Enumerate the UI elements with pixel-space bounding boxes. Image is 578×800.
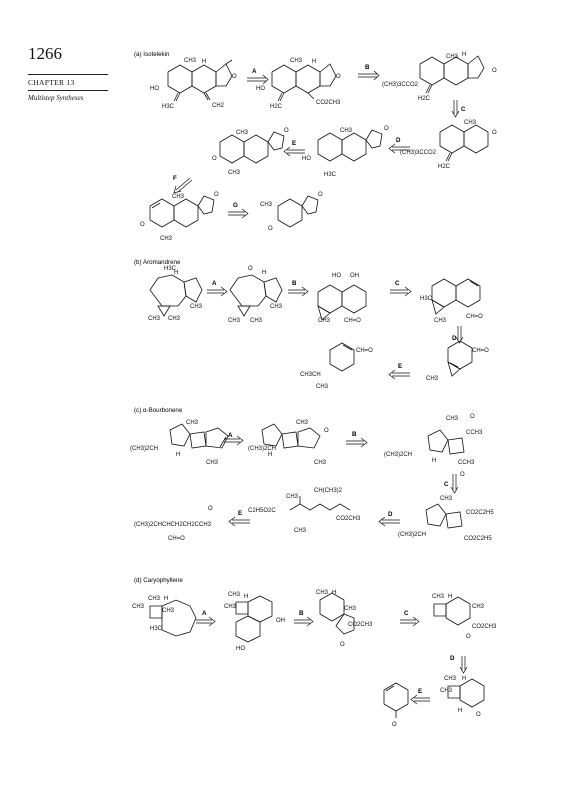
section-heading-b: (b) Aromandrene	[134, 259, 181, 266]
label-keto-chain: (CH3)2CHCHCH2CH2CCH3	[134, 522, 212, 528]
label-ch3: CH3	[260, 202, 273, 208]
label-ch3: CH3	[464, 120, 477, 126]
step-b-D: D	[452, 335, 457, 342]
label-ch3: CH3	[344, 606, 357, 612]
structure-a8	[278, 196, 318, 227]
label-h: H	[458, 708, 463, 714]
structure-c4	[426, 504, 462, 528]
label-ch2: CH2	[212, 103, 225, 109]
label-ho: HO	[302, 156, 311, 162]
label-o: O	[340, 642, 345, 648]
structure-a1	[168, 60, 232, 101]
label-ch3: CH3	[290, 58, 303, 64]
structure-d6	[384, 683, 408, 718]
label-ho: HO	[236, 646, 245, 652]
label-ch3: CH3	[270, 304, 283, 310]
label-h: H	[432, 458, 437, 464]
page-number: 1266	[28, 44, 62, 63]
label-ch3: CH3	[190, 304, 203, 310]
label-ch3: CH3	[434, 318, 447, 324]
label-isopropyl: (CH3)2CH	[248, 446, 277, 452]
label-co2ch3: CO2CH3	[336, 516, 361, 522]
label-ch3: CH3	[444, 676, 457, 682]
atom-labels	[130, 52, 497, 728]
step-b-E: E	[398, 363, 403, 370]
structure-a5	[318, 130, 382, 161]
structure-d2	[236, 596, 272, 642]
label-o: O	[212, 156, 217, 162]
label-ch3: CH3	[132, 604, 145, 610]
step-d-C: C	[404, 610, 409, 617]
section-heading-d: (d) Caryophyllene	[134, 577, 183, 584]
label-ch3: CH3	[162, 608, 175, 614]
structure-c5-chain	[290, 496, 350, 510]
step-b-C: C	[395, 280, 400, 287]
structure-d4	[434, 597, 470, 625]
label-ho: HO	[332, 273, 341, 279]
step-d-A: A	[202, 610, 207, 617]
label-ho: HO	[256, 86, 265, 92]
label-o: O	[318, 192, 323, 198]
label-ch3: CH3	[236, 130, 249, 136]
label-o: O	[324, 428, 329, 434]
step-labels	[173, 64, 466, 695]
label-ch3: CH3	[296, 420, 309, 426]
label-h3c: H3C	[164, 266, 177, 272]
label-o: O	[460, 472, 465, 478]
step-a-G: G	[233, 202, 238, 209]
step-d-E: E	[418, 688, 423, 695]
label-ch3: CH3	[432, 594, 445, 600]
label-h2c: H2C	[438, 164, 451, 170]
structure-d5	[448, 679, 484, 707]
structure-b6	[330, 343, 354, 371]
label-h3c: H3C	[150, 626, 163, 632]
label-o: O	[384, 126, 389, 132]
label-c2h5o2c: C2H5O2C	[248, 508, 276, 514]
label-isopropyl: (CH3)2CH	[130, 446, 159, 452]
step-a-E: E	[292, 140, 297, 147]
label-cho: CH=O	[356, 348, 373, 354]
step-a-B: B	[365, 64, 370, 71]
label-o: O	[140, 222, 145, 228]
label-o: O	[248, 266, 253, 272]
label-ch3: CH3	[206, 460, 219, 466]
label-h: H	[312, 59, 317, 65]
label-ch3: CH3	[228, 592, 241, 598]
structure-a6	[220, 132, 284, 163]
label-oh: OH	[276, 618, 285, 624]
label-h2c: H2C	[270, 104, 283, 110]
label-ch3: CH3	[316, 590, 329, 596]
label-isopropyl: (CH3)2CH	[398, 532, 427, 538]
label-ch-me2: CH(CH3)2	[314, 488, 343, 494]
label-o: O	[284, 128, 289, 134]
step-a-D: D	[396, 137, 401, 144]
label-ch3: CH3	[228, 170, 241, 176]
label-ch3: CH3	[184, 58, 197, 64]
step-c-E: E	[238, 510, 243, 517]
section-heading-a: (a) Isotelekin	[134, 51, 170, 58]
label-h: H	[174, 270, 179, 276]
label-o: O	[268, 226, 273, 232]
structure-c3	[428, 430, 464, 454]
step-a-A: A	[252, 68, 257, 75]
step-b-B: B	[292, 280, 297, 287]
label-ch3: CH3	[186, 420, 199, 426]
label-tbu-co2: (CH3)3CCO2	[382, 82, 419, 88]
label-h: H	[262, 270, 267, 276]
label-ch3: CH3	[294, 528, 307, 534]
label-h: H	[448, 594, 453, 600]
label-o: O	[232, 74, 237, 80]
label-cho: CH=O	[168, 536, 185, 542]
label-o: O	[214, 192, 219, 198]
label-cho: CH=O	[472, 348, 489, 354]
label-o: O	[336, 74, 341, 80]
step-c-D: D	[388, 511, 393, 518]
structure-c1	[170, 424, 228, 448]
label-isopropyl: (CH3)2CH	[384, 452, 413, 458]
label-h3c: H3C	[324, 172, 337, 178]
step-d-D: D	[450, 655, 455, 662]
label-ch3: CH3	[224, 604, 237, 610]
structure-a7	[150, 196, 214, 227]
label-ch3: CH3	[314, 460, 327, 466]
chapter-subtitle: Multistep Syntheses	[28, 94, 84, 102]
label-cho: CH=O	[344, 318, 361, 324]
structure-a4	[440, 125, 488, 161]
structure-b4	[432, 279, 480, 314]
label-h3c: H3C	[420, 296, 433, 302]
label-h: H	[244, 594, 249, 600]
label-o: O	[476, 712, 481, 718]
label-ch3: CH3	[472, 604, 485, 610]
label-ch3: CH3	[426, 376, 439, 382]
structure-a3	[420, 56, 484, 93]
structure-a2	[272, 64, 336, 101]
label-ch3: CH3	[440, 496, 453, 502]
label-ch3: CH3	[148, 596, 161, 602]
label-h: H	[164, 596, 169, 602]
label-h2c: H2C	[418, 96, 431, 102]
label-o: O	[492, 130, 497, 136]
label-h3c: H3C	[162, 104, 175, 110]
label-oh: OH	[350, 273, 359, 279]
step-d-B: B	[299, 610, 304, 617]
structure-c2	[262, 424, 320, 448]
label-cho: CH=O	[466, 314, 483, 320]
label-o: O	[492, 68, 497, 74]
label-ho: HO	[150, 86, 159, 92]
label-tbu-co2: (CH3)3CCO2	[400, 150, 437, 156]
label-ch3: CH3	[160, 236, 173, 242]
label-h: H	[462, 52, 467, 58]
label-o: O	[466, 634, 471, 640]
label-h: H	[462, 676, 467, 682]
label-ch3: CH3	[286, 494, 299, 500]
label-co2c2h5: CO2C2H5	[466, 510, 494, 516]
label-o: O	[208, 506, 213, 512]
label-ch3: CH3	[172, 194, 185, 200]
label-ch3: CH3	[446, 416, 459, 422]
structure-b5	[448, 341, 472, 376]
label-co2ch3: CO2CH3	[316, 100, 341, 106]
label-co2ch3: CO2CH3	[348, 622, 373, 628]
label-ch3: CH3	[168, 316, 181, 322]
label-acch3: CCH3	[458, 460, 475, 466]
label-ch3ch: CH3CH	[300, 372, 321, 378]
label-h: H	[332, 590, 337, 596]
label-acch3: CCH3	[466, 430, 483, 436]
step-a-C: C	[461, 106, 466, 113]
label-ch3: CH3	[250, 318, 263, 324]
label-co2ch3: CO2CH3	[472, 624, 497, 630]
step-c-A: A	[228, 432, 233, 439]
label-o: O	[392, 722, 397, 728]
label-co2c2h5: CO2C2H5	[464, 536, 492, 542]
step-a-F: F	[173, 175, 177, 182]
section-heading-c: (c) α-Bourbonene	[134, 407, 183, 414]
label-ch3: CH3	[228, 318, 241, 324]
structure-b3	[318, 285, 366, 320]
label-ch3: CH3	[318, 318, 331, 324]
label-o: O	[470, 414, 475, 420]
step-c-C: C	[444, 481, 449, 488]
label-ch3: CH3	[440, 688, 453, 694]
label-h: H	[176, 452, 181, 458]
label-ch3: CH3	[316, 384, 329, 390]
step-c-B: B	[352, 431, 357, 438]
label-ch3: CH3	[340, 128, 353, 134]
label-ch3: CH3	[148, 316, 161, 322]
label-h: H	[268, 452, 273, 458]
step-b-A: A	[212, 280, 217, 287]
label-ch3: CH3	[446, 54, 459, 60]
label-h: H	[202, 59, 207, 65]
chapter-label: CHAPTER 13	[28, 78, 75, 87]
